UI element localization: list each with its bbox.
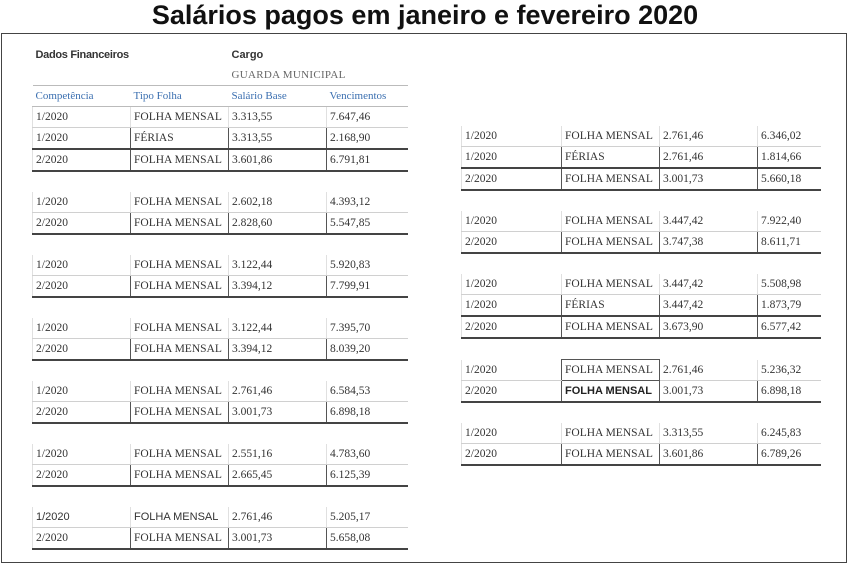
- table-row: [33, 213, 409, 235]
- competencia-cell: 1/2020: [33, 107, 131, 128]
- table-row: [33, 381, 409, 402]
- vencimentos-cell: 7.647,46: [327, 107, 409, 128]
- salario-base-cell: 3.001,73: [229, 402, 327, 424]
- salario-base-cell: 3.394,12: [229, 339, 327, 361]
- vencimentos-cell: 5.508,98: [758, 274, 822, 295]
- competencia-cell: 1/2020: [33, 381, 131, 402]
- salario-base-cell: 3.001,73: [660, 381, 758, 403]
- vencimentos-cell: 6.789,26: [758, 444, 822, 466]
- table-row: [33, 276, 409, 298]
- vencimentos-cell: 6.898,18: [758, 381, 822, 403]
- salario-base-cell: 2.602,18: [229, 192, 327, 213]
- salario-base-cell: 3.673,90: [660, 316, 758, 338]
- tipo-folha-cell: FOLHA MENSAL: [131, 255, 229, 276]
- salario-base-cell: 3.122,44: [229, 255, 327, 276]
- dados-financeiros-label: Dados Financeiros: [35, 49, 129, 61]
- salario-base-cell: 3.313,55: [660, 423, 758, 444]
- tipo-folha-cell: FOLHA MENSAL: [562, 423, 660, 444]
- salario-base-cell: 2.551,16: [229, 444, 327, 465]
- spacer-row: [33, 171, 409, 192]
- competencia-cell: 1/2020: [462, 126, 562, 147]
- vencimentos-cell: 6.577,42: [758, 316, 822, 338]
- salario-base-cell: 3.447,42: [660, 274, 758, 295]
- salario-base-cell: 3.122,44: [229, 318, 327, 339]
- table-row: [33, 128, 409, 150]
- tipo-folha-cell: FOLHA MENSAL: [131, 149, 229, 171]
- salary-table-right: [461, 126, 821, 466]
- salario-base-cell: 2.761,46: [660, 360, 758, 381]
- tipo-folha-cell: FOLHA MENSAL: [562, 381, 660, 403]
- vencimentos-cell: 5.205,17: [327, 507, 409, 528]
- vencimentos-cell: 5.920,83: [327, 255, 409, 276]
- spacer-row: [462, 338, 822, 360]
- tipo-folha-cell: FOLHA MENSAL: [131, 276, 229, 298]
- salario-base-cell: 3.001,73: [229, 528, 327, 550]
- page-title: Salários pagos em janeiro e fevereiro 2020: [151, 0, 699, 30]
- salario-base-cell: 3.001,73: [660, 168, 758, 190]
- tipo-folha-cell: FOLHA MENSAL: [131, 402, 229, 424]
- vencimentos-cell: 6.245,83: [758, 423, 822, 444]
- table-row: [462, 147, 822, 169]
- table-row: [462, 316, 822, 338]
- tipo-folha-cell: FOLHA MENSAL: [131, 507, 229, 528]
- table-row: [33, 465, 409, 487]
- table-row: [462, 444, 822, 466]
- cargo-label: Cargo: [231, 49, 264, 61]
- column-header: Vencimentos: [327, 86, 409, 107]
- table-row: [462, 360, 822, 381]
- spacer-row: [462, 253, 822, 274]
- vencimentos-cell: 1.814,66: [758, 147, 822, 169]
- vencimentos-cell: 5.660,18: [758, 168, 822, 190]
- tipo-folha-cell: FOLHA MENSAL: [562, 444, 660, 466]
- competencia-cell: 1/2020: [33, 318, 131, 339]
- competencia-cell: 2/2020: [33, 276, 131, 298]
- salario-base-cell: 3.313,55: [229, 107, 327, 128]
- spacer-row: [462, 402, 822, 423]
- competencia-cell: 1/2020: [462, 423, 562, 444]
- vencimentos-cell: 8.039,20: [327, 339, 409, 361]
- table-row: [33, 149, 409, 171]
- salario-base-cell: 2.761,46: [660, 147, 758, 169]
- column-header: Salário Base: [229, 86, 327, 107]
- salario-base-cell: 3.394,12: [229, 276, 327, 298]
- competencia-cell: 1/2020: [33, 128, 131, 150]
- tipo-folha-cell: FOLHA MENSAL: [562, 126, 660, 147]
- salario-base-cell: 2.828,60: [229, 213, 327, 235]
- tipo-folha-cell: FÉRIAS: [562, 295, 660, 317]
- spacer-row: [33, 234, 409, 255]
- tipo-folha-cell: FOLHA MENSAL: [131, 318, 229, 339]
- competencia-cell: 2/2020: [33, 528, 131, 550]
- tipo-folha-cell: FOLHA MENSAL: [131, 107, 229, 128]
- tipo-folha-cell: FOLHA MENSAL: [131, 444, 229, 465]
- table-row: [462, 423, 822, 444]
- competencia-cell: 1/2020: [33, 192, 131, 213]
- competencia-cell: 2/2020: [33, 149, 131, 171]
- table-row: [462, 211, 822, 232]
- salario-base-cell: 3.313,55: [229, 128, 327, 150]
- table-row: [462, 232, 822, 254]
- table-row: [33, 444, 409, 465]
- competencia-cell: 2/2020: [462, 168, 562, 190]
- tipo-folha-cell: FOLHA MENSAL: [562, 232, 660, 254]
- table-row: [33, 107, 409, 128]
- tipo-folha-cell: FOLHA MENSAL: [131, 465, 229, 487]
- salario-base-cell: 2.761,46: [229, 381, 327, 402]
- table-row: [462, 168, 822, 190]
- tipo-folha-cell: FOLHA MENSAL: [562, 168, 660, 190]
- vencimentos-cell: 7.395,70: [327, 318, 409, 339]
- tipo-folha-cell: FOLHA MENSAL: [562, 360, 660, 381]
- vencimentos-cell: 4.393,12: [327, 192, 409, 213]
- vencimentos-cell: 6.346,02: [758, 126, 822, 147]
- tipo-folha-cell: FOLHA MENSAL: [131, 339, 229, 361]
- table-row: [33, 318, 409, 339]
- vencimentos-cell: 2.168,90: [327, 128, 409, 150]
- vencimentos-cell: 7.799,91: [327, 276, 409, 298]
- competencia-cell: 2/2020: [462, 381, 562, 403]
- tipo-folha-cell: FOLHA MENSAL: [562, 211, 660, 232]
- table-row: [33, 528, 409, 550]
- salario-base-cell: 3.601,86: [660, 444, 758, 466]
- tipo-folha-cell: FOLHA MENSAL: [562, 316, 660, 338]
- cargo-value: GUARDA MUNICIPAL: [231, 69, 346, 81]
- table-row: [33, 507, 409, 528]
- salary-table-left: [32, 45, 408, 550]
- column-header: Competência: [33, 86, 131, 107]
- spacer-row: [33, 360, 409, 381]
- vencimentos-cell: 7.922,40: [758, 211, 822, 232]
- competencia-cell: 1/2020: [33, 255, 131, 276]
- salario-base-cell: 3.747,38: [660, 232, 758, 254]
- competencia-cell: 2/2020: [462, 316, 562, 338]
- competencia-cell: 1/2020: [462, 211, 562, 232]
- competencia-cell: 1/2020: [33, 507, 131, 528]
- table-row: [33, 339, 409, 361]
- salario-base-cell: 3.601,86: [229, 149, 327, 171]
- vencimentos-cell: 4.783,60: [327, 444, 409, 465]
- tipo-folha-cell: FÉRIAS: [131, 128, 229, 150]
- cargo-row: [33, 65, 409, 86]
- column-header-row: [33, 86, 409, 107]
- table-header-row: [33, 45, 409, 65]
- table-row: [33, 255, 409, 276]
- salario-base-cell: 3.447,42: [660, 211, 758, 232]
- vencimentos-cell: 5.236,32: [758, 360, 822, 381]
- competencia-cell: 2/2020: [462, 232, 562, 254]
- table-row: [462, 381, 822, 403]
- salario-base-cell: 2.665,45: [229, 465, 327, 487]
- vencimentos-cell: 1.873,79: [758, 295, 822, 317]
- vencimentos-cell: 5.547,85: [327, 213, 409, 235]
- tipo-folha-cell: FOLHA MENSAL: [131, 528, 229, 550]
- tipo-folha-cell: FOLHA MENSAL: [131, 381, 229, 402]
- vencimentos-cell: 8.611,71: [758, 232, 822, 254]
- table-row: [462, 274, 822, 295]
- spacer-row: [33, 297, 409, 318]
- spacer-row: [33, 486, 409, 507]
- competencia-cell: 1/2020: [462, 360, 562, 381]
- tipo-folha-cell: FOLHA MENSAL: [562, 274, 660, 295]
- vencimentos-cell: 5.658,08: [327, 528, 409, 550]
- spacer-row: [33, 423, 409, 444]
- tipo-folha-cell: FÉRIAS: [562, 147, 660, 169]
- tipo-folha-cell: FOLHA MENSAL: [131, 213, 229, 235]
- salario-base-cell: 2.761,46: [229, 507, 327, 528]
- table-row: [33, 192, 409, 213]
- column-header: Tipo Folha: [131, 86, 229, 107]
- competencia-cell: 1/2020: [462, 274, 562, 295]
- table-row: [33, 402, 409, 424]
- competencia-cell: 1/2020: [33, 444, 131, 465]
- competencia-cell: 2/2020: [462, 444, 562, 466]
- spacer-row: [462, 190, 822, 211]
- vencimentos-cell: 6.584,53: [327, 381, 409, 402]
- vencimentos-cell: 6.125,39: [327, 465, 409, 487]
- vencimentos-cell: 6.898,18: [327, 402, 409, 424]
- competencia-cell: 2/2020: [33, 402, 131, 424]
- competencia-cell: 1/2020: [462, 147, 562, 169]
- competencia-cell: 2/2020: [33, 339, 131, 361]
- salario-base-cell: 3.447,42: [660, 295, 758, 317]
- vencimentos-cell: 6.791,81: [327, 149, 409, 171]
- competencia-cell: 2/2020: [33, 213, 131, 235]
- salario-base-cell: 2.761,46: [660, 126, 758, 147]
- competencia-cell: 1/2020: [462, 295, 562, 317]
- tipo-folha-cell: FOLHA MENSAL: [131, 192, 229, 213]
- competencia-cell: 2/2020: [33, 465, 131, 487]
- table-row: [462, 295, 822, 317]
- table-row: [462, 126, 822, 147]
